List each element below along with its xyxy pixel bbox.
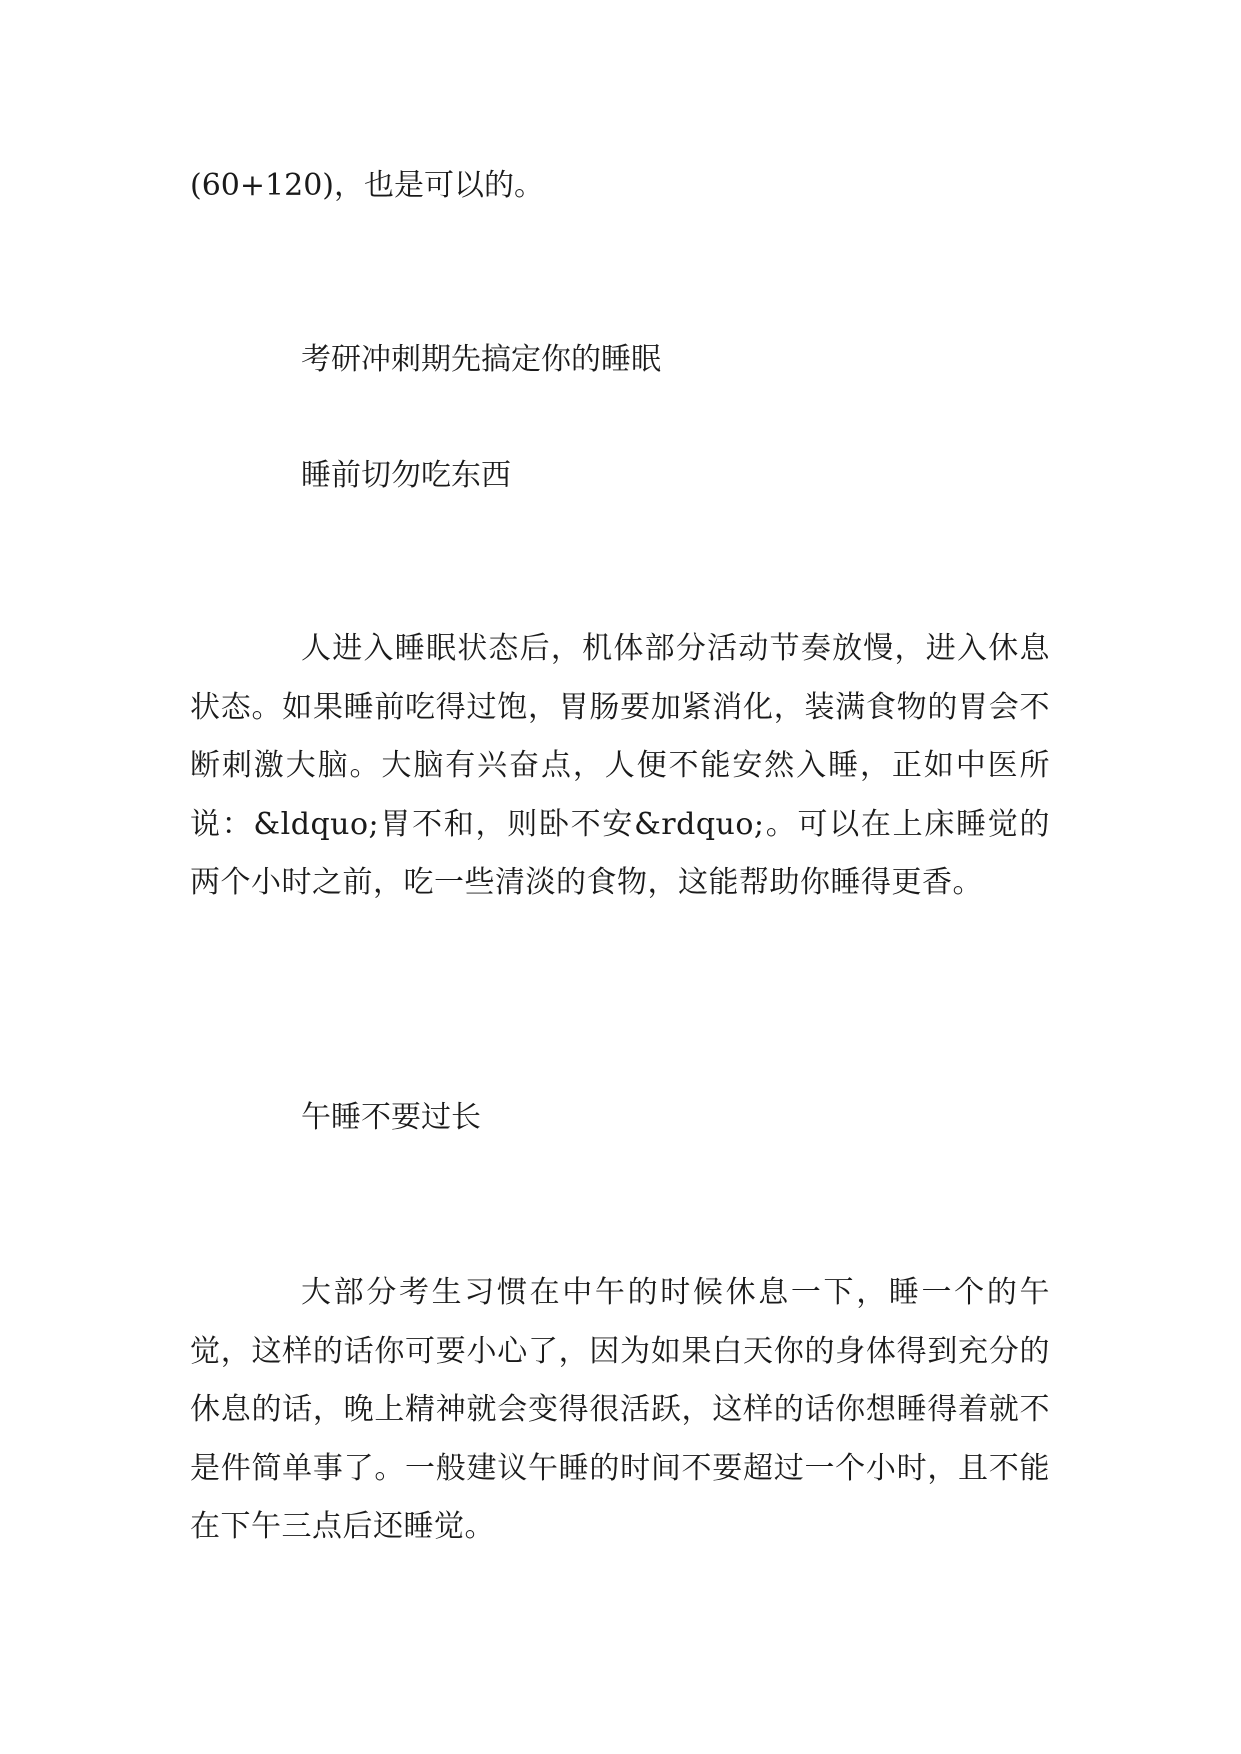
section-body-no-eating-before-bed: 人进入睡眠状态后，机体部分活动节奏放慢，进入休息状态。如果睡前吃得过饱，胃肠要加紧消化，装满食物的胃会不断刺激大脑。大脑有兴奋点，人便不能安然入睡，正如中医所说：&ldquo;胃不和，则卧不安&rdquo;。可以在上床睡觉的两个小时之前，吃一些清淡的食物，这能帮助你睡得更香。: [190, 631, 1050, 901]
section-body-nap-not-too-long: 大部分考生习惯在中午的时候休息一下，睡一个的午觉，这样的话你可要小心了，因为如果白天你的身体得到充分的休息的话，晚上精神就会变得很活跃，这样的话你想睡得着就不是件简单事了。一般建议午睡的时间不要超过一个小时，且不能在下午三点后还睡觉。: [190, 1275, 1050, 1545]
document-title: 考研冲刺期先搞定你的睡眠: [301, 342, 661, 377]
continuation-text: (60+120)，也是可以的。: [190, 168, 544, 203]
section-heading-nap-not-too-long: 午睡不要过长: [301, 1100, 481, 1135]
section-heading-no-eating-before-bed: 睡前切勿吃东西: [301, 458, 511, 493]
